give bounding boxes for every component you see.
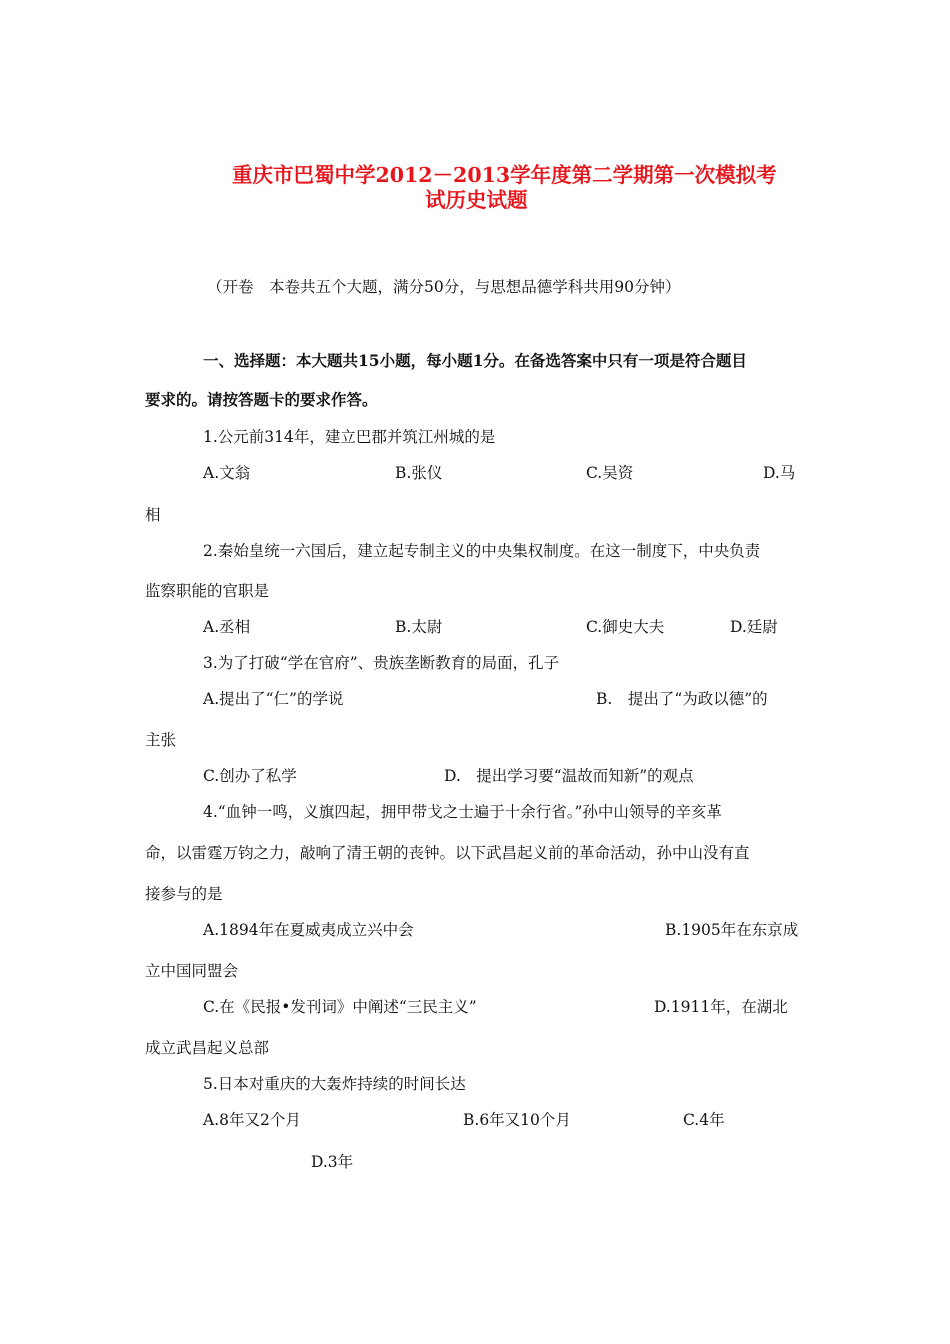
question-2-option-a: A.丞相 xyxy=(203,618,251,636)
question-4-option-b: B.1905年在东京成 xyxy=(665,921,799,939)
question-2-stem-line2: 监察职能的官职是 xyxy=(145,582,270,600)
question-4-stem-line3: 接参与的是 xyxy=(145,885,223,903)
question-3-option-b: B. 提出了“为政以德”的 xyxy=(596,690,768,708)
question-1-stem: 1.公元前314年，建立巴郡并筑江州城的是 xyxy=(203,428,496,446)
question-5-option-d: D.3年 xyxy=(311,1153,354,1171)
exam-title-line1: 重庆市巴蜀中学2012－2013学年度第二学期第一次模拟考 xyxy=(232,163,777,187)
exam-title-line2: 试历史试题 xyxy=(425,188,528,212)
question-1-option-d: D.马 xyxy=(763,464,796,482)
question-4-option-d: D.1911年，在湖北 xyxy=(654,998,788,1016)
question-1-option-d-cont: 相 xyxy=(145,506,161,524)
question-5-option-c: C.4年 xyxy=(683,1111,725,1129)
question-2-option-c: C.御史大夫 xyxy=(586,618,665,636)
question-4-option-d-cont: 成立武昌起义总部 xyxy=(145,1039,270,1057)
question-3-option-c: C.创办了私学 xyxy=(203,767,297,785)
question-5-option-b: B.6年又10个月 xyxy=(463,1111,571,1129)
question-5-stem: 5.日本对重庆的大轰炸持续的时间长达 xyxy=(203,1075,466,1093)
question-1-option-a: A.文翁 xyxy=(203,464,251,482)
question-4-option-a: A.1894年在夏威夷成立兴中会 xyxy=(203,921,414,939)
question-3-option-a: A.提出了“仁”的学说 xyxy=(203,690,344,708)
question-2-option-b: B.太尉 xyxy=(395,618,443,636)
question-3-option-d: D. 提出学习要“温故而知新”的观点 xyxy=(444,767,694,785)
exam-note: （开卷 本卷共五个大题，满分50分，与思想品德学科共用90分钟） xyxy=(207,278,681,296)
question-4-option-b-cont: 立中国同盟会 xyxy=(145,962,239,980)
question-4-stem-line2: 命，以雷霆万钧之力，敲响了清王朝的丧钟。以下武昌起义前的革命活动，孙中山没有直 xyxy=(145,844,750,862)
question-5-option-a: A.8年又2个月 xyxy=(203,1111,301,1129)
question-1-option-c: C.吴资 xyxy=(586,464,634,482)
question-4-option-c: C.在《民报•发刊词》中阐述“三民主义” xyxy=(203,998,477,1016)
question-2-option-d: D.廷尉 xyxy=(730,618,778,636)
question-4-stem-line1: 4.“血钟一鸣，义旗四起，拥甲带戈之士遍于十余行省。”孙中山领导的辛亥革 xyxy=(203,803,722,821)
section-heading-line2: 要求的。请按答题卡的要求作答。 xyxy=(145,390,378,409)
question-2-stem-line1: 2.秦始皇统一六国后，建立起专制主义的中央集权制度。在这一制度下，中央负责 xyxy=(203,542,761,560)
section-heading-line1: 一、选择题：本大题共15小题，每小题1分。在备选答案中只有一项是符合题目 xyxy=(203,351,747,370)
question-3-stem: 3.为了打破“学在官府”、贵族垄断教育的局面，孔子 xyxy=(203,654,560,672)
question-1-option-b: B.张仪 xyxy=(395,464,443,482)
question-3-option-b-cont: 主张 xyxy=(145,731,177,749)
